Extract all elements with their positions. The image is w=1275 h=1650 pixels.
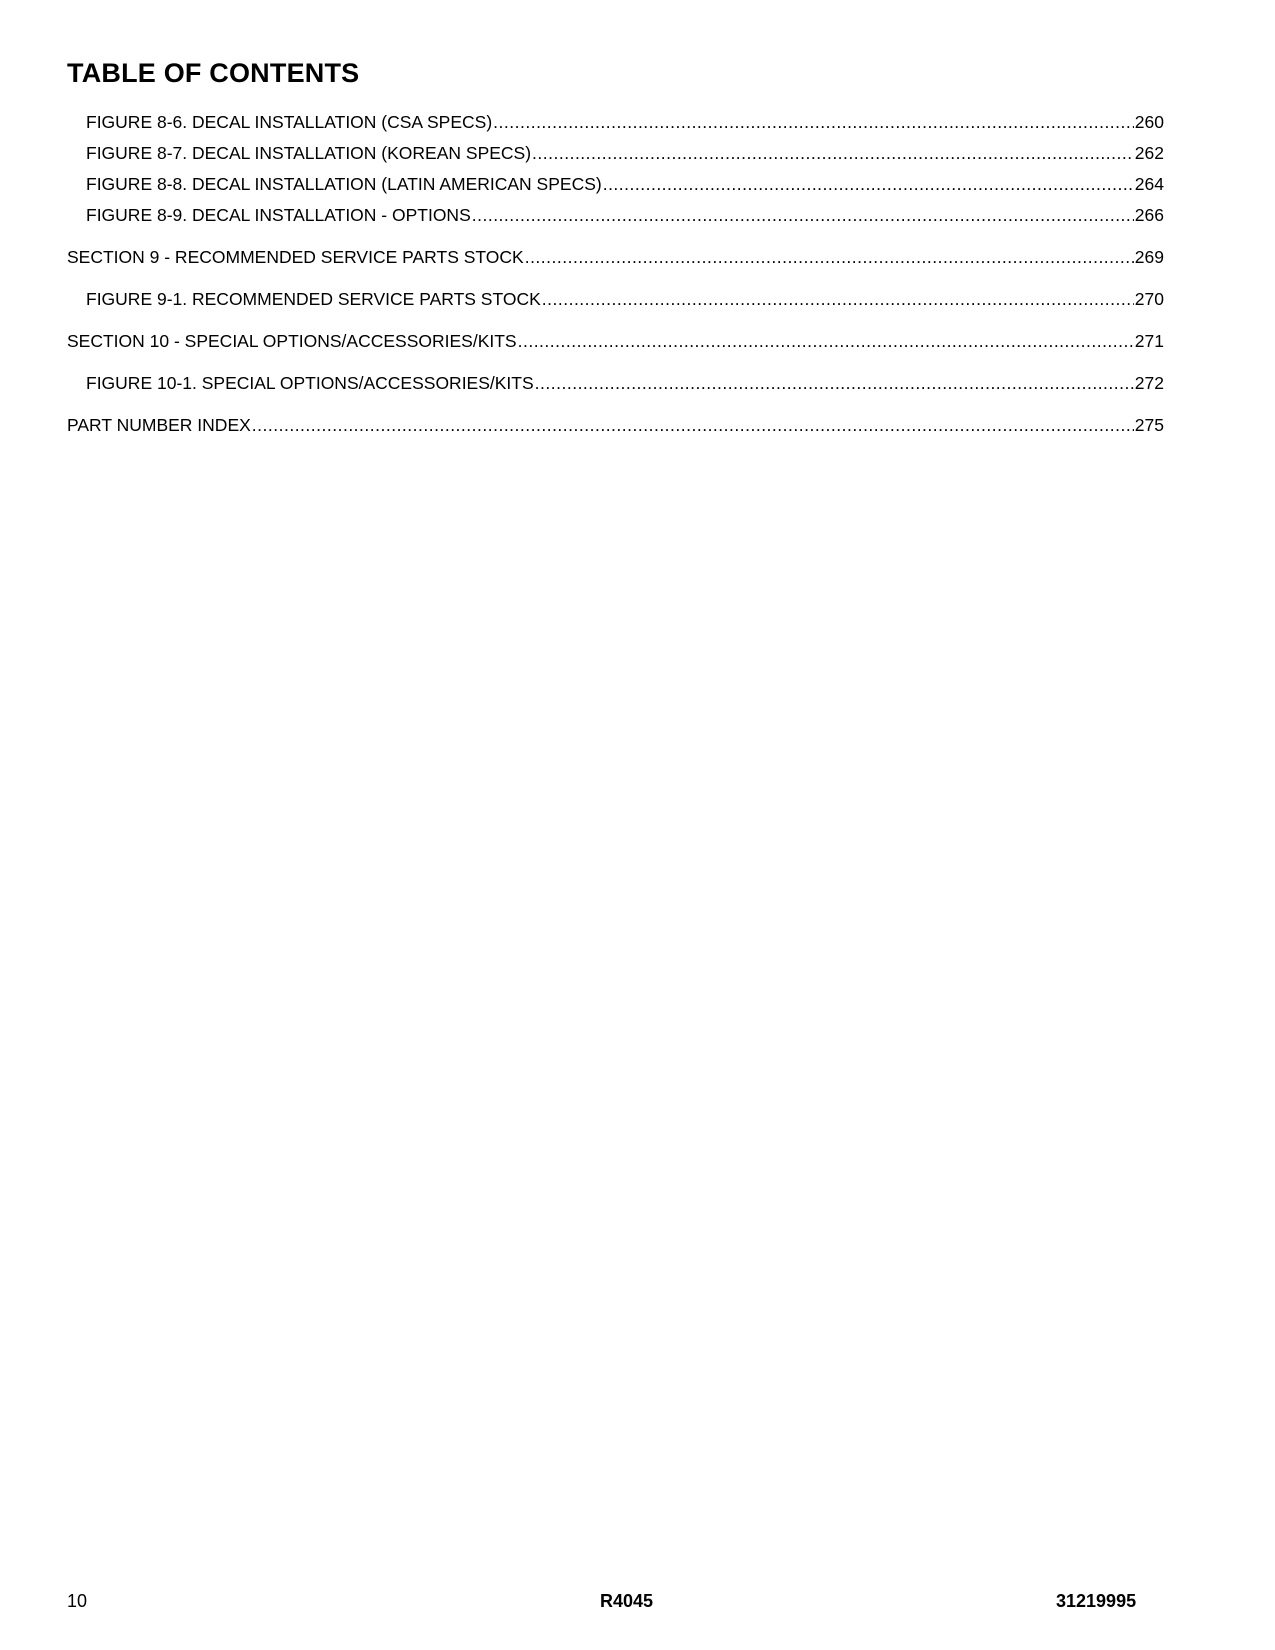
toc-leader-dots bbox=[493, 112, 1134, 132]
toc-entry-page: 269 bbox=[1134, 247, 1164, 267]
footer-model: R4045 bbox=[600, 1591, 654, 1611]
page-title: TABLE OF CONTENTS bbox=[67, 58, 360, 88]
toc-entry-page: 262 bbox=[1134, 143, 1164, 163]
toc-entry[interactable] bbox=[67, 143, 1164, 163]
toc-leader-dots bbox=[518, 331, 1134, 351]
toc-entry[interactable] bbox=[67, 373, 1164, 393]
toc-entry-page: 272 bbox=[1134, 373, 1164, 393]
toc-entry[interactable] bbox=[67, 112, 1164, 132]
toc-entry-label: SECTION 9 - RECOMMENDED SERVICE PARTS STOCK bbox=[67, 247, 524, 267]
toc-entry-label: PART NUMBER INDEX bbox=[67, 415, 251, 435]
toc-leader-dots bbox=[535, 373, 1134, 393]
toc-leader-dots bbox=[252, 415, 1134, 435]
toc-leader-dots bbox=[542, 289, 1134, 309]
toc-entry[interactable] bbox=[67, 174, 1164, 194]
toc-list bbox=[67, 112, 1164, 435]
toc-entry-page: 270 bbox=[1134, 289, 1164, 309]
toc-entry[interactable] bbox=[67, 205, 1164, 225]
footer-page-number: 10 bbox=[67, 1591, 88, 1611]
toc-entry-label: FIGURE 10-1. SPECIAL OPTIONS/ACCESSORIES/KITS bbox=[86, 373, 534, 393]
toc-entry-label: SECTION 10 - SPECIAL OPTIONS/ACCESSORIES/KITS bbox=[67, 331, 517, 351]
toc-entry-page: 266 bbox=[1134, 205, 1164, 225]
toc-entry[interactable] bbox=[67, 289, 1164, 309]
toc-entry-page: 271 bbox=[1134, 331, 1164, 351]
footer-document-number: 31219995 bbox=[1056, 1591, 1137, 1611]
toc-leader-dots bbox=[603, 174, 1134, 194]
toc-leader-dots bbox=[532, 143, 1134, 163]
toc-entry[interactable] bbox=[67, 415, 1164, 435]
toc-entry-label: FIGURE 8-6. DECAL INSTALLATION (CSA SPECS) bbox=[86, 112, 493, 132]
toc-entry[interactable] bbox=[67, 331, 1164, 351]
toc-leader-dots bbox=[525, 247, 1134, 267]
toc-entry-page: 275 bbox=[1134, 415, 1164, 435]
toc-entry-label: FIGURE 8-9. DECAL INSTALLATION - OPTIONS bbox=[86, 205, 471, 225]
toc-entry-page: 264 bbox=[1134, 174, 1164, 194]
toc-entry-label: FIGURE 8-7. DECAL INSTALLATION (KOREAN SPECS) bbox=[86, 143, 532, 163]
toc-entry-label: FIGURE 8-8. DECAL INSTALLATION (LATIN AMERICAN SPECS) bbox=[86, 174, 602, 194]
toc-leader-dots bbox=[472, 205, 1134, 225]
toc-entry[interactable] bbox=[67, 247, 1164, 267]
toc-entry-label: FIGURE 9-1. RECOMMENDED SERVICE PARTS STOCK bbox=[86, 289, 541, 309]
toc-entry-page: 260 bbox=[1134, 112, 1164, 132]
